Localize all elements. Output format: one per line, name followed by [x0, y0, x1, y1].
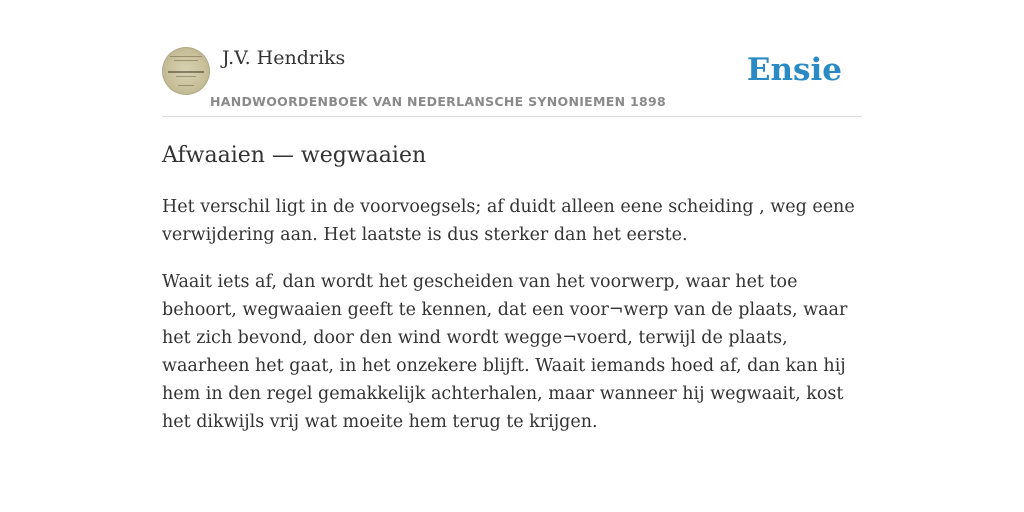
entry-title: Afwaaien — wegwaaien [162, 143, 427, 168]
cover-line [176, 76, 196, 77]
source-title: HANDWOORDENBOEK VAN NEDERLANSCHE SYNONIEMEN 1898 [210, 94, 667, 109]
cover-line [174, 60, 198, 61]
entry-header [162, 44, 862, 117]
author-name[interactable]: J.V. Hendriks [222, 47, 346, 69]
cover-line [178, 85, 194, 86]
ensie-logo[interactable]: Ensie [746, 52, 842, 88]
entry-paragraph: Het verschil ligt in de voorvoegsels; af duidt alleen eene scheiding , weg eene verwijdering aan. Het laatste is dus sterker dan het eerste. [162, 197, 855, 245]
cover-line [168, 71, 204, 73]
entry-card [162, 44, 862, 436]
entry-paragraph: Waait iets af, dan wordt het gescheiden van het voorwerp, waar het toe behoort, wegwaaien geeft te kennen, dat een voor¬werp van de plaats, waar het zich bevond, door den wind wordt wegge¬voerd, terwijl de plaats, waarheen het gaat, in het onzekere blijft. Waait iemands hoed af, dan kan hij hem in den regel gemakkelijk achterhalen, maar wanneer hij wegwaait, kost het dikwijls vrij wat moeite hem terug te krijgen. [162, 272, 848, 432]
book-cover-icon[interactable] [162, 47, 210, 95]
cover-line [170, 56, 202, 57]
